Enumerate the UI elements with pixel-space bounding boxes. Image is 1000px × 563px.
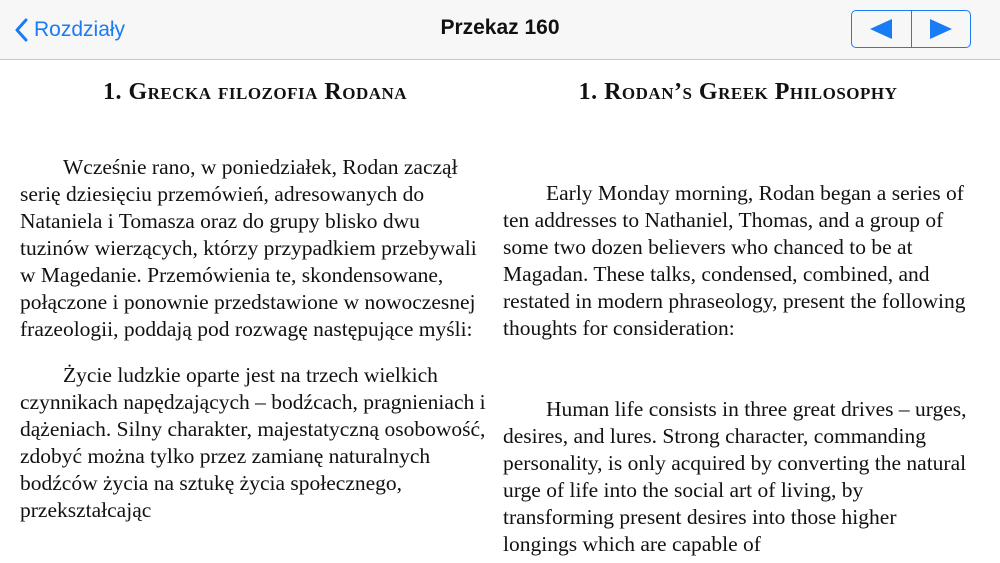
polish-section-heading: 1. Grecka filozofia Rodana xyxy=(102,79,408,105)
polish-column xyxy=(20,60,490,524)
chevron-left-icon xyxy=(14,18,28,42)
english-paragraph-1: Early Monday morning, Rodan began a series of ten addresses to Nathaniel, Thomas, and a group of some two dozen believers who chanced to be at Magadan. These talks, condensed, combined, and restated in modern phraseology, present the following thoughts for consideration: xyxy=(503,181,966,340)
polish-paragraph-2: Życie ludzkie oparte jest na trzech wielkich czynnikach napędzających – bodźcach, pragnieniach i dążeniach. Silny charakter, majestatyczną osobowość, zdobyć można tylko przez zamianę naturalnych bodźców życia na sztukę życia społecznego, przekształcając xyxy=(20,363,486,522)
english-paragraph-2: Human life consists in three great drives – urges, desires, and lures. Strong character, commanding personality, is only acquired by converting the natural urge of life into the social art of living, by transforming present desires into those higher longings which are capable of xyxy=(503,397,967,556)
back-button-label: Rozdziały xyxy=(34,18,126,41)
english-column xyxy=(503,60,973,558)
triangle-right-icon xyxy=(928,18,954,40)
navigation-bar xyxy=(0,0,1000,60)
triangle-left-icon xyxy=(868,18,894,40)
next-button[interactable] xyxy=(911,11,971,47)
back-button[interactable] xyxy=(14,14,125,46)
english-section-heading: 1. Rodan’s Greek Philosophy xyxy=(578,79,898,105)
polish-paragraph-1: Wcześnie rano, w poniedziałek, Rodan zaczął serię dziesięciu przemówień, adresowanych do Nataniela i Tomasza oraz do grupy blisko dwu tuzinów wierzących, którzy przypadkiem przebywali w Magedanie. Przemówienia te, skondensowane, połączone i ponownie przedstawione w nowoczesnej frazeologii, poddają pod rozwagę następujące myśli: xyxy=(20,155,477,341)
page-title: Przekaz 160 xyxy=(440,16,560,39)
previous-button[interactable] xyxy=(852,11,911,47)
page-navigation-control xyxy=(851,10,971,48)
